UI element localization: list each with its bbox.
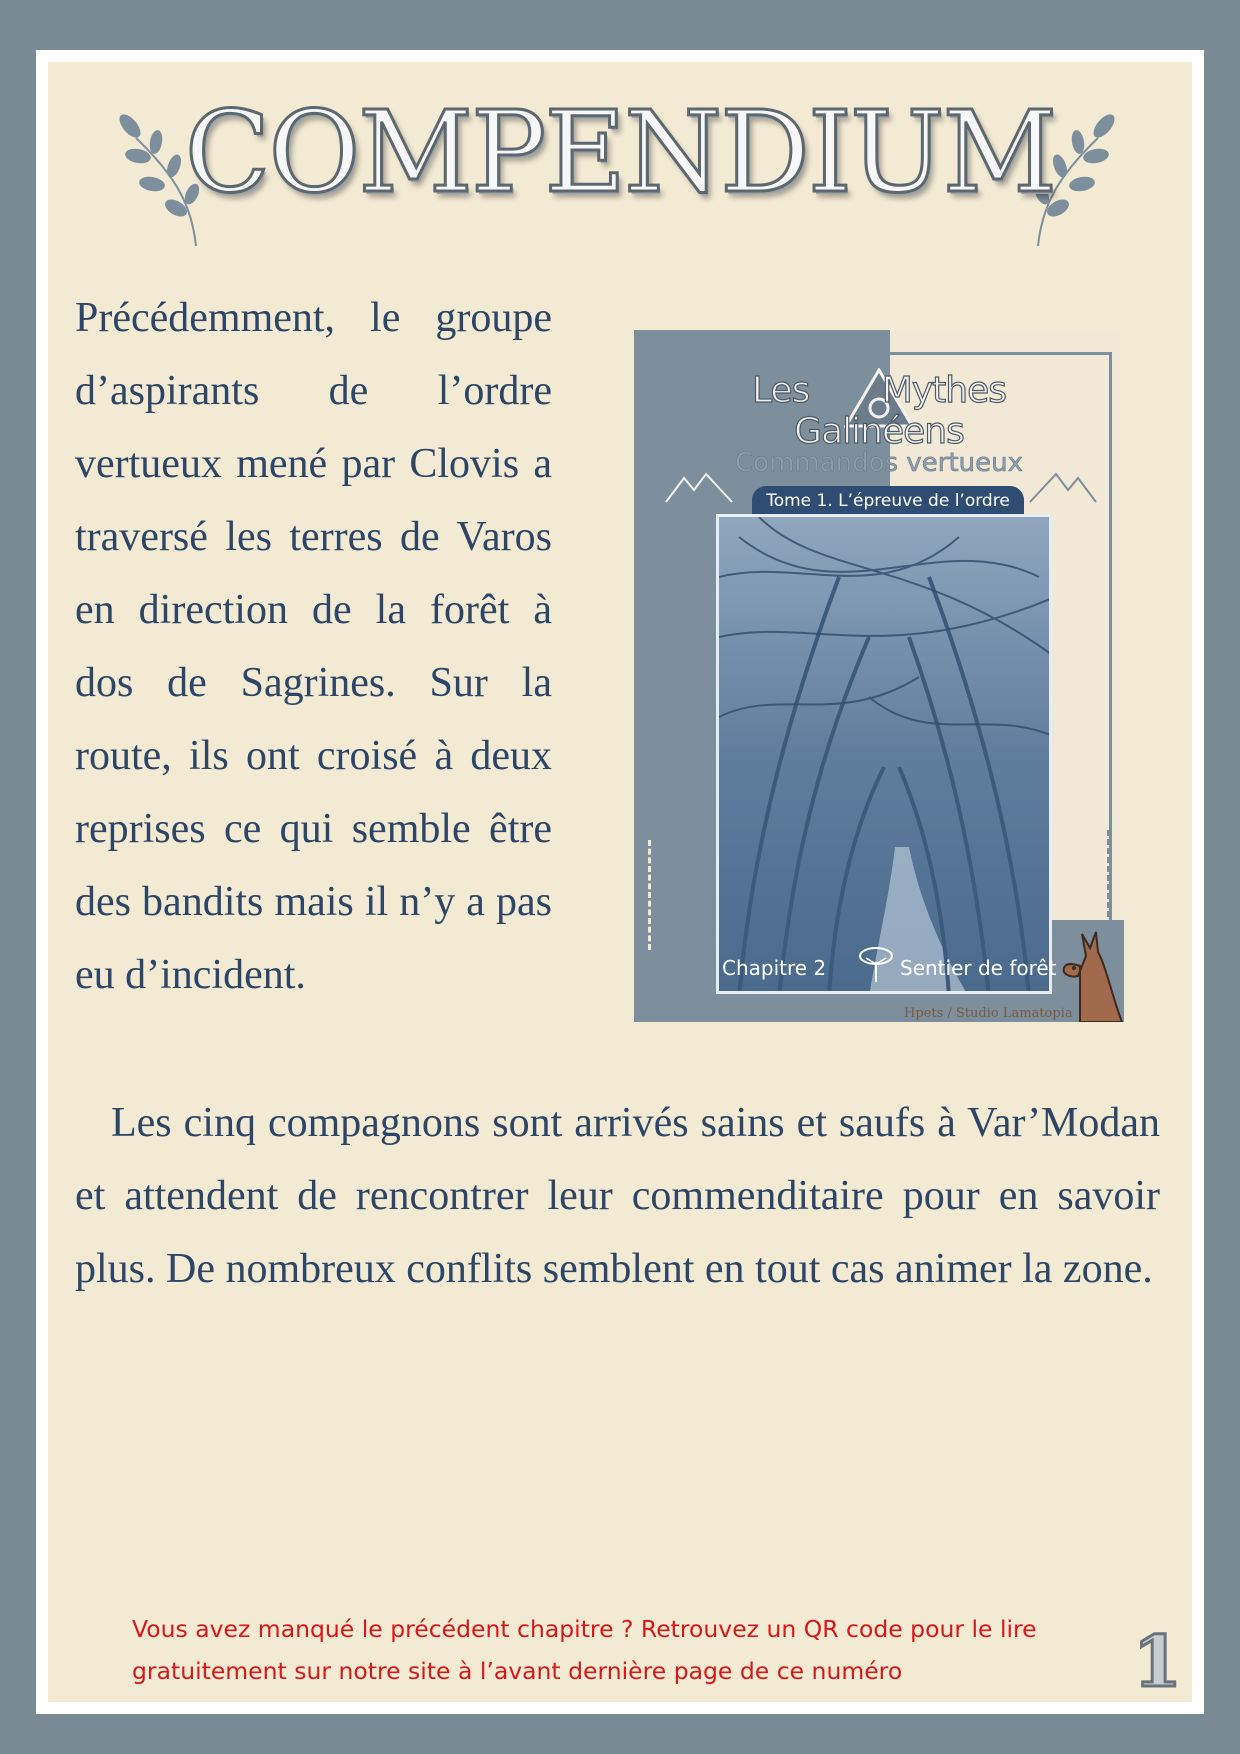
page-number: 1 — [1133, 1620, 1182, 1703]
footer-line-1: Vous avez manqué le précédent chapitre ? Retrouvez un QR code pour le lire — [132, 1615, 1037, 1643]
cover-dashes-right — [1107, 830, 1113, 926]
cover-subtitle: Commandos vertueux — [735, 448, 1023, 478]
intro-text-column — [75, 282, 552, 1012]
cover-credit: Hpets / Studio Lamatopia — [904, 1006, 1073, 1021]
paragraph-previously: Précédemment, le groupe d’aspirants de l’ordre vertueux mené par Clovis a traversé les terres de Varos en direction de la forêt à dos de Sagrines. Sur la route, ils ont croisé à deux reprises ce qui semble être des bandits mais il n’y a pas eu d’incident. — [75, 295, 552, 998]
second-paragraph-block — [75, 1087, 1160, 1306]
forest-illustration — [719, 517, 1052, 994]
tree-icon — [858, 944, 894, 984]
cover-tome-label: Tome 1. L’épreuve de l’ordre — [752, 486, 1024, 516]
cover-series-title: Les Mythes Galinéens — [752, 370, 1006, 452]
footer-line-2: gratuitement sur notre site à l’avant dernière page de ce numéro — [132, 1657, 903, 1685]
cover-chapter-name: Sentier de forêt — [900, 956, 1057, 980]
cover-chapter-number: Chapitre 2 — [722, 956, 827, 980]
book-cover-image — [634, 330, 1124, 1022]
forest-path-photo — [716, 514, 1052, 994]
footer-note — [132, 1608, 1082, 1692]
page-title: COMPENDIUM — [184, 88, 1056, 218]
cover-dashes-left — [648, 840, 654, 950]
paragraph-companions: Les cinq compagnons sont arrivés sains et saufs à Var’Modan et attendent de rencontrer leur commenditaire pour en savoir plus. De nombreux conflits semblent en tout cas animer la zone. — [75, 1100, 1160, 1292]
